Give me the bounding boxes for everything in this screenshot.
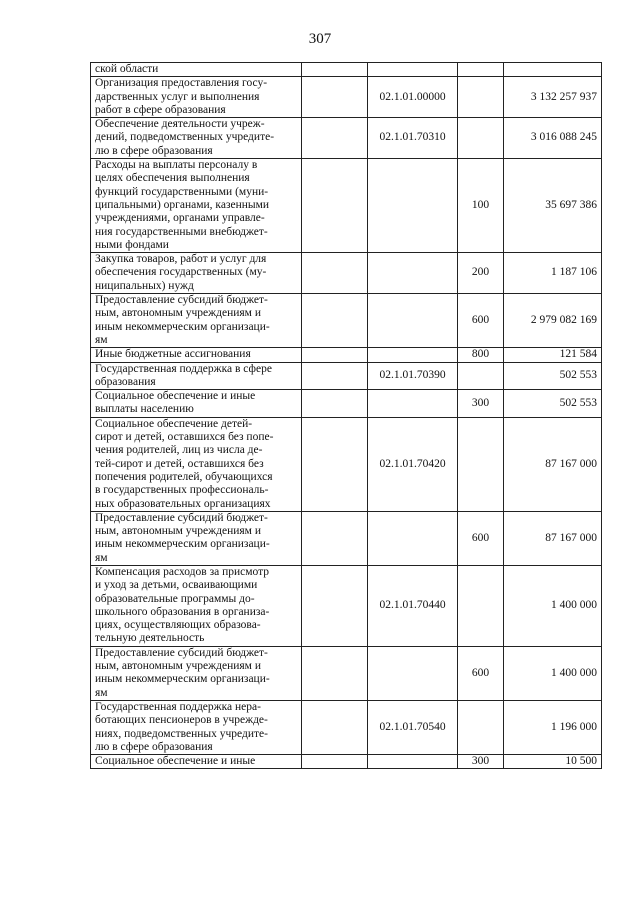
row-sum-cell: 1 400 000 <box>504 646 602 700</box>
page-number: 307 <box>308 31 332 47</box>
row-name-line: в государственных профессиональ- <box>95 484 269 497</box>
row-name-line: сирот и детей, оставшихся без попе- <box>95 431 274 444</box>
row-code-cell: 02.1.01.70310 <box>368 118 458 159</box>
row-name-line: школьного образования в организа- <box>95 605 270 618</box>
row-name-cell <box>91 390 302 418</box>
row-name-line: выплаты населению <box>95 403 194 416</box>
table-row <box>91 646 602 700</box>
row-name-line: ям <box>95 686 108 699</box>
row-name-line: циях, осуществляющих образова- <box>95 619 261 632</box>
row-name-cell <box>91 755 302 769</box>
row-name-line: ниях, подведомственных учредите- <box>95 727 268 740</box>
row-sum-cell: 121 584 <box>504 348 602 362</box>
row-expense-type-cell: 300 <box>457 755 503 769</box>
row-expense-type-cell: 600 <box>457 511 503 565</box>
row-name-line: ской области <box>95 63 159 75</box>
row-empty-cell <box>301 511 368 565</box>
row-name-line: тей-сирот и детей, оставшихся без <box>95 457 264 470</box>
row-name-line: ным, автономным учреждениям и <box>95 307 261 320</box>
row-name-cell <box>91 63 302 77</box>
table-row <box>91 511 602 565</box>
row-code-cell: 02.1.01.70390 <box>368 362 458 390</box>
row-empty-cell <box>301 646 368 700</box>
row-code-cell <box>368 348 458 362</box>
row-sum-cell: 3 132 257 937 <box>504 77 602 118</box>
row-empty-cell <box>301 565 368 646</box>
row-name-cell <box>91 348 302 362</box>
row-name-line: обеспечения государственных (му- <box>95 266 267 279</box>
row-name-line: Расходы на выплаты персоналу в <box>95 159 258 172</box>
table-row <box>91 159 602 253</box>
row-name-line: Предоставление субсидий бюджет- <box>95 646 268 659</box>
row-name-line: Социальное обеспечение детей- <box>95 417 253 430</box>
row-sum-cell: 502 553 <box>504 362 602 390</box>
row-empty-cell <box>301 755 368 769</box>
row-empty-cell <box>301 253 368 294</box>
row-name-line: ния государственными внебюджет- <box>95 225 268 238</box>
row-expense-type-cell: 800 <box>457 348 503 362</box>
row-name-line: ботающих пенсионеров в учрежде- <box>95 714 268 727</box>
row-code-cell <box>368 755 458 769</box>
row-sum-cell: 87 167 000 <box>504 511 602 565</box>
row-empty-cell <box>301 294 368 348</box>
row-expense-type-cell <box>457 77 503 118</box>
row-name-line: лю в сфере образования <box>95 740 213 753</box>
row-name-line: Закупка товаров, работ и услуг для <box>95 253 267 266</box>
row-expense-type-cell <box>457 700 503 754</box>
row-name-cell <box>91 362 302 390</box>
row-name-line: иным некоммерческим организаци- <box>95 673 270 686</box>
row-name-cell <box>91 294 302 348</box>
row-name-line: и уход за детьми, осваивающими <box>95 579 258 592</box>
table-row <box>91 77 602 118</box>
row-sum-cell: 1 196 000 <box>504 700 602 754</box>
row-name-line: Государственная поддержка нера- <box>95 700 261 713</box>
row-code-cell <box>368 390 458 418</box>
row-expense-type-cell: 300 <box>457 390 503 418</box>
row-empty-cell <box>301 63 368 77</box>
row-name-cell <box>91 253 302 294</box>
row-name-line: дений, подведомственных учредите- <box>95 131 275 144</box>
row-name-line: функций государственными (муни- <box>95 185 269 198</box>
row-name-line: работ в сфере образования <box>95 103 226 116</box>
table-row <box>91 755 602 769</box>
row-name-line: чения родителей, лиц из числа де- <box>95 444 263 457</box>
row-code-cell <box>368 511 458 565</box>
row-name-line: ям <box>95 551 108 564</box>
row-name-line: лю в сфере образования <box>95 144 213 157</box>
table-row <box>91 348 602 362</box>
row-code-cell <box>368 294 458 348</box>
row-name-line: учреждениями, органами управле- <box>95 212 265 225</box>
row-name-line: Организация предоставления госу- <box>95 77 268 90</box>
row-name-cell <box>91 511 302 565</box>
row-code-cell: 02.1.01.00000 <box>368 77 458 118</box>
row-name-cell <box>91 159 302 253</box>
row-sum-cell: 2 979 082 169 <box>504 294 602 348</box>
row-expense-type-cell <box>457 565 503 646</box>
table-row <box>91 253 602 294</box>
row-code-cell <box>368 646 458 700</box>
row-sum-cell: 87 167 000 <box>504 417 602 511</box>
row-sum-cell: 1 187 106 <box>504 253 602 294</box>
table-row <box>91 417 602 511</box>
row-name-cell <box>91 646 302 700</box>
table-row <box>91 362 602 390</box>
table-row <box>91 63 602 77</box>
row-name-line: Обеспечение деятельности учреж- <box>95 118 265 131</box>
row-empty-cell <box>301 417 368 511</box>
row-name-line: образовательные программы до- <box>95 592 255 605</box>
row-name-cell <box>91 417 302 511</box>
row-name-cell <box>91 565 302 646</box>
row-empty-cell <box>301 390 368 418</box>
row-code-cell <box>368 159 458 253</box>
row-name-line: попечения родителей, обучающихся <box>95 470 273 483</box>
row-code-cell <box>368 253 458 294</box>
row-sum-cell: 35 697 386 <box>504 159 602 253</box>
row-name-line: иным некоммерческим организаци- <box>95 538 270 551</box>
budget-table-body <box>91 63 602 769</box>
row-empty-cell <box>301 77 368 118</box>
row-name-cell <box>91 700 302 754</box>
row-name-line: ным, автономным учреждениям и <box>95 660 261 673</box>
row-name-line: ным, автономным учреждениям и <box>95 525 261 538</box>
row-name-line: целях обеспечения выполнения <box>95 172 250 185</box>
row-name-line: Социальное обеспечение и иные <box>95 390 256 403</box>
table-row <box>91 118 602 159</box>
row-name-line: ям <box>95 333 108 346</box>
row-code-cell <box>368 63 458 77</box>
row-name-line: ных образовательных организациях <box>95 497 271 510</box>
row-name-line: Иные бюджетные ассигнования <box>95 348 251 361</box>
table-row <box>91 390 602 418</box>
row-name-line: образования <box>95 375 156 388</box>
row-expense-type-cell <box>457 417 503 511</box>
row-name-line: тельную деятельность <box>95 632 205 645</box>
row-sum-cell: 1 400 000 <box>504 565 602 646</box>
row-name-line: дарственных услуг и выполнения <box>95 90 260 103</box>
row-code-cell: 02.1.01.70420 <box>368 417 458 511</box>
budget-table <box>90 62 602 769</box>
row-code-cell: 02.1.01.70440 <box>368 565 458 646</box>
row-name-line: ными фондами <box>95 238 169 251</box>
row-name-line: ниципальных) нужд <box>95 279 194 292</box>
row-name-cell <box>91 77 302 118</box>
row-name-line: Социальное обеспечение и иные <box>95 755 256 768</box>
row-name-line: Государственная поддержка в сфере <box>95 362 272 375</box>
table-row <box>91 565 602 646</box>
row-name-line: Предоставление субсидий бюджет- <box>95 511 268 524</box>
row-empty-cell <box>301 159 368 253</box>
row-expense-type-cell <box>457 63 503 77</box>
row-expense-type-cell <box>457 118 503 159</box>
row-name-cell <box>91 118 302 159</box>
row-expense-type-cell: 200 <box>457 253 503 294</box>
row-name-line: иным некоммерческим организаци- <box>95 320 270 333</box>
row-expense-type-cell: 600 <box>457 294 503 348</box>
row-name-line: ципальными) органами, казенными <box>95 198 270 211</box>
row-expense-type-cell: 100 <box>457 159 503 253</box>
row-sum-cell <box>504 63 602 77</box>
row-expense-type-cell: 600 <box>457 646 503 700</box>
row-sum-cell: 10 500 <box>504 755 602 769</box>
row-empty-cell <box>301 700 368 754</box>
row-sum-cell: 502 553 <box>504 390 602 418</box>
row-empty-cell <box>301 362 368 390</box>
row-name-line: Компенсация расходов за присмотр <box>95 565 270 578</box>
row-name-line: Предоставление субсидий бюджет- <box>95 294 268 307</box>
row-sum-cell: 3 016 088 245 <box>504 118 602 159</box>
table-row <box>91 294 602 348</box>
row-expense-type-cell <box>457 362 503 390</box>
row-code-cell: 02.1.01.70540 <box>368 700 458 754</box>
row-empty-cell <box>301 118 368 159</box>
row-empty-cell <box>301 348 368 362</box>
table-row <box>91 700 602 754</box>
